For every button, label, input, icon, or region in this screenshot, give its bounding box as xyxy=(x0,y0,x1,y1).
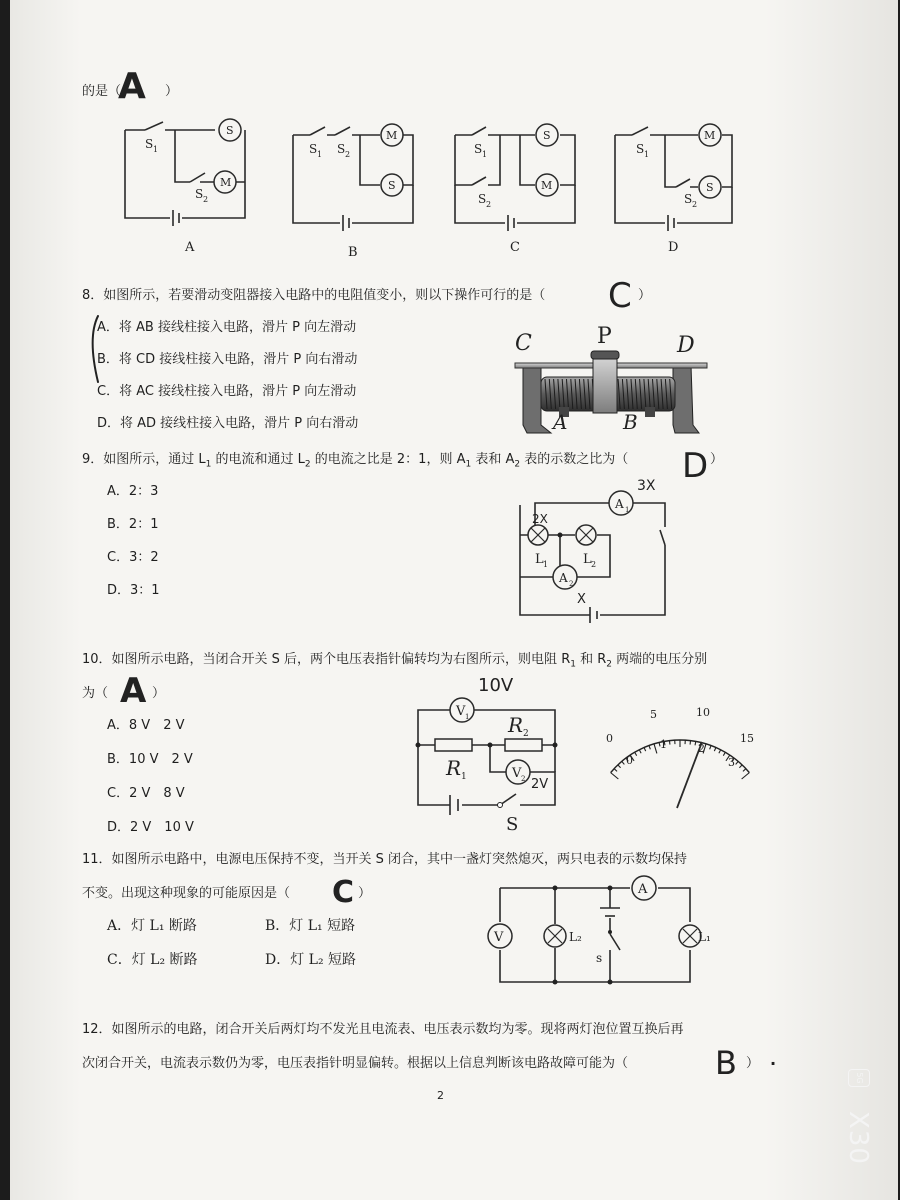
q10-stem: 10．如图所示电路，当闭合开关 S 后，两个电压表指针偏转均为右图所示，则电阻 $R_1$ 和 $R_2$ 两端的电压分别 xyxy=(82,652,708,670)
q10-voltmeter-dial xyxy=(600,700,760,810)
q10-option-d: D．2 V 10 V xyxy=(107,820,194,835)
svg-text:D: D xyxy=(677,333,695,358)
svg-text:M: M xyxy=(220,176,232,189)
svg-text:M: M xyxy=(386,129,398,142)
svg-text:0: 0 xyxy=(606,732,613,745)
dial-tick xyxy=(654,744,657,754)
svg-text:1: 1 xyxy=(644,150,650,159)
q7-handwritten-answer: A xyxy=(118,66,146,107)
q9-note-x: X xyxy=(577,592,586,607)
q9-option-a: A．2：3 xyxy=(107,484,159,499)
q11-handwritten-answer: C xyxy=(332,875,355,910)
watermark-brand: X30 xyxy=(843,1111,873,1165)
svg-text:2: 2 xyxy=(591,560,597,569)
q11-stem: 11．如图所示电路中，电源电压保持不变，当开关 S 闭合，其中一盏灯突然熄灭，两只电表的示数均保持 xyxy=(82,852,688,867)
svg-text:V: V xyxy=(456,704,466,719)
page-number: 2 xyxy=(437,1089,444,1102)
dial-tick xyxy=(622,761,625,764)
svg-text:B: B xyxy=(623,410,638,434)
q7-caption-c: C xyxy=(510,240,520,255)
svg-text:2: 2 xyxy=(203,195,209,204)
q9-option-b: B．2：1 xyxy=(107,517,159,532)
q10-option-c: C．2 V 8 V xyxy=(107,786,185,801)
q11-circuit xyxy=(470,870,720,990)
svg-text:P: P xyxy=(597,324,612,349)
svg-text:S: S xyxy=(506,814,519,835)
svg-text:S: S xyxy=(636,142,645,156)
svg-text:S: S xyxy=(706,181,714,194)
svg-text:S: S xyxy=(195,187,204,201)
svg-text:2: 2 xyxy=(345,150,351,159)
q12-close: ） xyxy=(746,1056,760,1071)
q10-handwritten-answer: A xyxy=(120,671,147,711)
dial-tick xyxy=(639,750,641,754)
svg-text:S: S xyxy=(474,142,483,156)
q9-close: ） xyxy=(710,452,724,467)
q8-option-d: D．将 AD 接线柱接入电路，滑片 P 向右滑动 xyxy=(97,416,359,431)
svg-text:S: S xyxy=(309,142,318,156)
q7-close: ） xyxy=(165,84,179,99)
dial-tick xyxy=(611,773,619,779)
svg-text:10: 10 xyxy=(696,706,710,719)
camera-watermark xyxy=(828,1065,888,1185)
dial-tick xyxy=(736,761,739,764)
svg-text:1: 1 xyxy=(543,560,549,569)
svg-text:L: L xyxy=(583,552,592,567)
svg-text:A: A xyxy=(638,882,648,897)
svg-text:A: A xyxy=(553,410,568,434)
dial-tick xyxy=(649,746,650,750)
dial-tick xyxy=(710,746,711,750)
q7-caption-a: A xyxy=(185,240,195,255)
svg-text:A: A xyxy=(559,571,568,585)
svg-text:1: 1 xyxy=(482,150,488,159)
q8-close: ） xyxy=(638,288,652,303)
q10-option-a: A．8 V 2 V xyxy=(107,718,185,733)
svg-text:V: V xyxy=(494,930,504,945)
q7-stem-tail: 的是（ xyxy=(82,84,122,99)
svg-text:1: 1 xyxy=(465,713,470,721)
svg-text:C: C xyxy=(515,331,532,356)
q11-option-a: A．灯 L₁ 断路 xyxy=(107,918,197,934)
svg-text:0: 0 xyxy=(626,754,633,767)
q9-note-2x: 2X xyxy=(532,512,548,526)
q8-option-c: C．将 AC 接线柱接入电路，滑片 P 向左滑动 xyxy=(97,384,357,399)
svg-text:1: 1 xyxy=(660,738,667,751)
q11-option-b: B．灯 L₁ 短路 xyxy=(265,918,356,934)
q7-circuit-b xyxy=(285,125,425,235)
svg-text:s: s xyxy=(596,951,603,965)
svg-text:1: 1 xyxy=(461,772,467,782)
q11-option-d: D．灯 L₂ 短路 xyxy=(265,952,357,968)
svg-text:L₁: L₁ xyxy=(698,930,711,944)
q12-stem-line2: 次闭合开关，电流表示数仍为零，电压表指针明显偏转。根据以上信息判断该电路故障可能为（ xyxy=(82,1056,629,1071)
svg-text:1: 1 xyxy=(317,150,323,159)
svg-text:R: R xyxy=(446,756,462,780)
svg-text:1: 1 xyxy=(625,506,630,514)
dial-tick xyxy=(644,747,646,751)
watermark-badge: 5G xyxy=(848,1069,870,1087)
svg-text:3: 3 xyxy=(728,756,735,769)
q12-tail-dot: . xyxy=(770,1050,777,1069)
dial-tick xyxy=(742,773,750,779)
svg-text:S: S xyxy=(543,129,551,142)
svg-text:2: 2 xyxy=(569,580,574,588)
svg-text:A: A xyxy=(615,497,624,511)
svg-text:R: R xyxy=(508,713,524,737)
dial-tick xyxy=(695,741,696,745)
svg-text:2: 2 xyxy=(523,729,529,739)
svg-text:15: 15 xyxy=(740,732,754,745)
q7-circuit-d xyxy=(610,125,750,235)
svg-text:L₂: L₂ xyxy=(569,930,582,944)
dial-tick xyxy=(739,765,742,768)
q9-note-3x: 3X xyxy=(637,478,656,494)
svg-text:S: S xyxy=(145,137,154,151)
svg-text:L: L xyxy=(535,552,544,567)
q9-option-d: D．3：1 xyxy=(107,583,160,598)
dial-tick xyxy=(723,752,725,755)
svg-text:S: S xyxy=(478,192,487,206)
q9-handwritten-answer: D xyxy=(682,446,709,486)
svg-text:S: S xyxy=(684,192,693,206)
svg-text:2: 2 xyxy=(521,775,526,783)
svg-text:V: V xyxy=(512,766,522,781)
q8-stem: 8．如图所示，若要滑动变阻器接入电路中的电阻值变小，则以下操作可行的是（ xyxy=(82,288,546,303)
svg-text:2: 2 xyxy=(486,200,492,209)
svg-text:2: 2 xyxy=(692,200,698,209)
q11-close: ） xyxy=(358,886,372,901)
dial-tick xyxy=(618,765,621,768)
dial-tick xyxy=(635,752,637,755)
q12-stem: 12．如图所示的电路，闭合开关后两灯均不发光且电流表、电压表示数均为零。现将两灯泡位置互换后再 xyxy=(82,1022,684,1037)
q10-close: ） xyxy=(152,686,166,701)
q8-option-a: A．将 AB 接线柱接入电路，滑片 P 向左滑动 xyxy=(97,320,357,335)
q8-pen-mark xyxy=(88,312,108,392)
svg-text:M: M xyxy=(541,179,553,192)
q8-option-b: B．将 CD 接线柱接入电路，滑片 P 向右滑动 xyxy=(97,352,358,367)
svg-text:1: 1 xyxy=(153,145,159,154)
dial-tick xyxy=(714,747,716,751)
svg-text:5: 5 xyxy=(650,708,657,721)
q7-circuit-c xyxy=(450,125,590,235)
dial-tick xyxy=(743,769,746,772)
q7-caption-d: D xyxy=(668,240,679,255)
q11-option-c: C．灯 L₂ 断路 xyxy=(107,952,198,968)
q8-handwritten-answer: C xyxy=(608,276,632,316)
svg-text:S: S xyxy=(337,142,346,156)
exam-page xyxy=(10,0,898,1200)
q9-circuit xyxy=(515,485,690,625)
q12-handwritten-answer: B xyxy=(715,1044,737,1082)
q7-circuit-a xyxy=(115,120,255,230)
q10-stem-line2: 为（ xyxy=(82,686,109,701)
q9-option-c: C．3：2 xyxy=(107,550,159,565)
q9-stem: 9．如图所示，通过 $L_1$ 的电流和通过 $L_2$ 的电流之比是 2：1，则 $A_1$ 表和 $A_2$ 表的示数之比为（ xyxy=(82,452,629,470)
q7a-motor-s: S xyxy=(226,124,234,137)
dial-tick xyxy=(614,769,617,772)
svg-text:M: M xyxy=(704,129,716,142)
q8-rheostat-figure xyxy=(505,325,720,445)
svg-text:2: 2 xyxy=(698,742,705,755)
dial-tick xyxy=(719,750,721,754)
q11-stem-line2: 不变。出现这种现象的可能原因是（ xyxy=(82,886,291,901)
svg-text:S: S xyxy=(388,179,396,192)
q10-note-2v: 2V xyxy=(531,777,549,792)
q10-option-b: B．10 V 2 V xyxy=(107,752,193,767)
q7-caption-b: B xyxy=(348,245,358,260)
q10-note-10v: 10V xyxy=(478,675,514,696)
q10-circuit xyxy=(410,690,570,835)
